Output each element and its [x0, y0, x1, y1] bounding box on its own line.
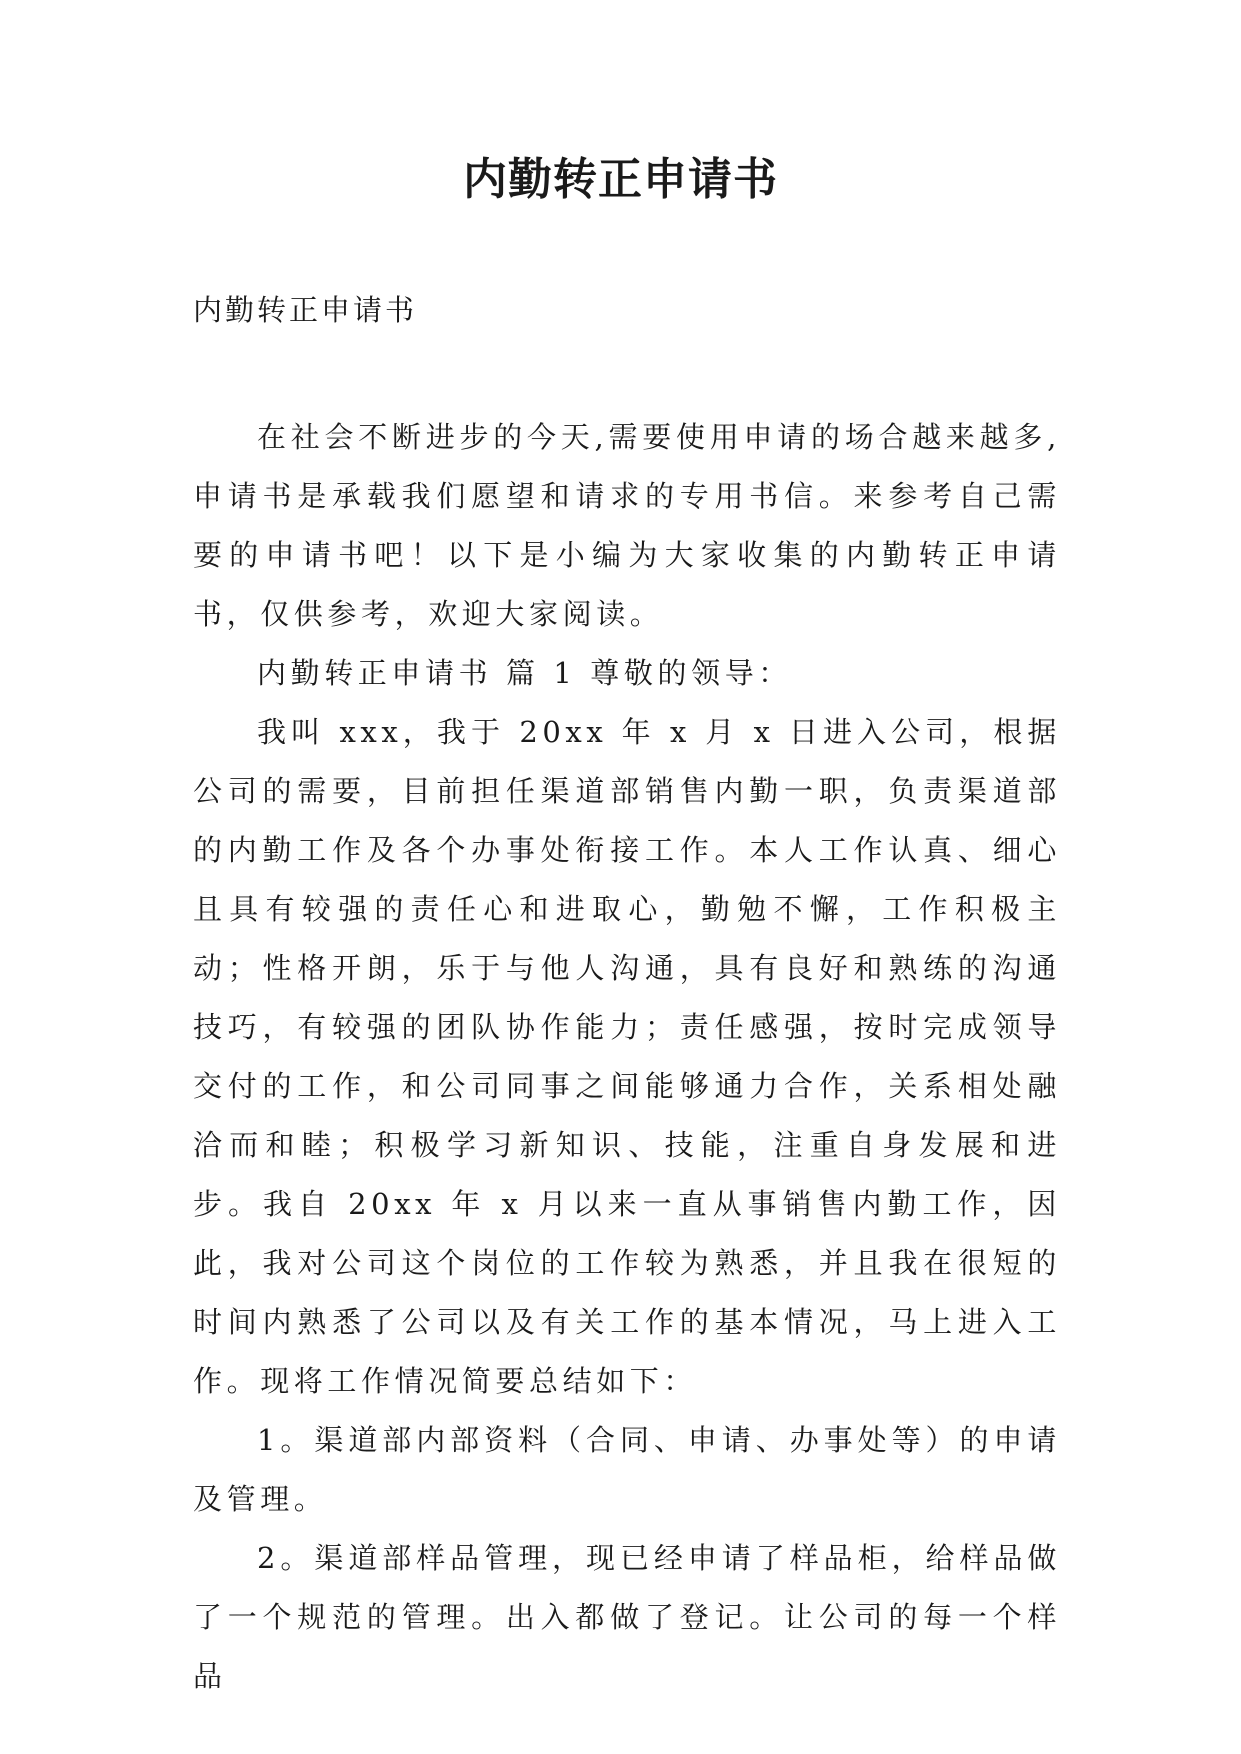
document-title: 内勤转正申请书: [463, 154, 778, 205]
paragraph-item-1: 1。渠道部内部资料（合同、申请、办事处等）的申请及管理。: [193, 1423, 1061, 1516]
document-subtitle: 内勤转正申请书: [193, 293, 418, 327]
paragraph-intro: 在社会不断进步的今天,需要使用申请的场合越来越多,申请书是承载我们愿望和请求的专用书信。来参考自己需要的申请书吧！以下是小编为大家收集的内勤转正申请书，仅供参考，欢迎大家阅读。: [193, 420, 1061, 631]
paragraph-salutation: 内勤转正申请书 篇 1 尊敬的领导：: [257, 656, 792, 690]
paragraph-self-introduction: 我叫 xxx，我于 20xx 年 x 月 x 日进入公司，根据公司的需要，目前担任渠道部销售内勤一职，负责渠道部的内勤工作及各个办事处衔接工作。本人工作认真、细心且具有较强的责任心和进取心，勤勉不懈，工作积极主动；性格开朗，乐于与他人沟通，具有良好和熟练的沟通技巧，有较强的团队协作能力；责任感强，按时完成领导交付的工作，和公司同事之间能够通力合作，关系相处融洽而和睦；积极学习新知识、技能，注重自身发展和进步。我自 20xx 年 x 月以来一直从事销售内勤工作，因此，我对公司这个岗位的工作较为熟悉，并且我在很短的时间内熟悉了公司以及有关工作的基本情况，马上进入工作。现将工作情况简要总结如下：: [193, 715, 1061, 1398]
paragraph-item-2: 2。渠道部样品管理，现已经申请了样品柜，给样品做了一个规范的管理。出入都做了登记。让公司的每一个样品: [193, 1541, 1061, 1693]
document-body: [193, 408, 1061, 1706]
